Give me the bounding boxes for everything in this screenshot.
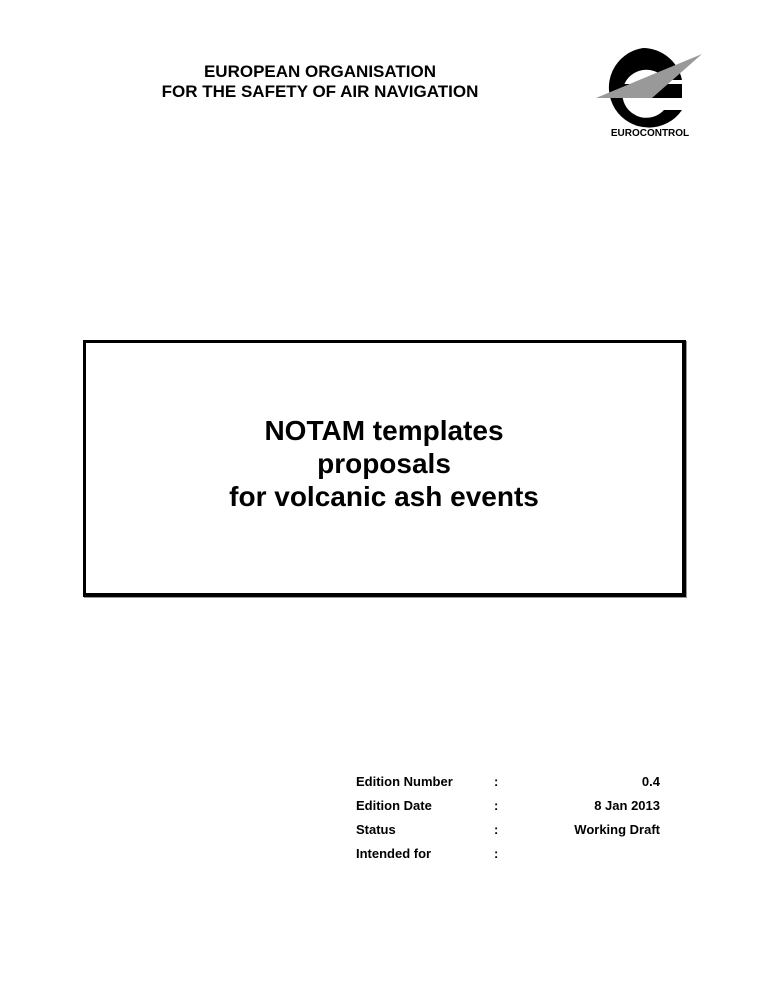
metadata-label: Edition Date xyxy=(356,798,432,813)
metadata-row-status xyxy=(356,822,660,846)
metadata-separator: : xyxy=(494,846,499,861)
metadata-row-edition-number xyxy=(356,774,660,798)
title-box xyxy=(83,340,686,597)
metadata-separator: : xyxy=(494,774,499,789)
metadata-label: Edition Number xyxy=(356,774,453,789)
metadata-row-intended-for xyxy=(356,846,660,870)
metadata-separator: : xyxy=(494,822,499,837)
title-line-2: proposals xyxy=(317,447,451,479)
title-line-3: for volcanic ash events xyxy=(229,480,539,512)
metadata-value: 0.4 xyxy=(641,774,660,789)
metadata-label: Intended for xyxy=(356,846,432,861)
organisation-name xyxy=(100,62,540,102)
metadata-row-edition-date xyxy=(356,798,660,822)
metadata-label: Status xyxy=(356,822,396,837)
metadata-value: Working Draft xyxy=(574,822,660,837)
organisation-line-1: EUROPEAN ORGANISATION xyxy=(203,62,437,81)
document-metadata xyxy=(356,774,660,870)
document-title xyxy=(229,414,539,513)
organisation-line-2: FOR THE SAFETY OF AIR NAVIGATION xyxy=(161,82,479,101)
title-line-1: NOTAM templates xyxy=(264,414,504,446)
metadata-separator: : xyxy=(494,798,499,813)
eurocontrol-logo-icon xyxy=(590,40,710,140)
logo-text: EUROCONTROL xyxy=(610,128,690,139)
metadata-value: 8 Jan 2013 xyxy=(594,798,660,813)
